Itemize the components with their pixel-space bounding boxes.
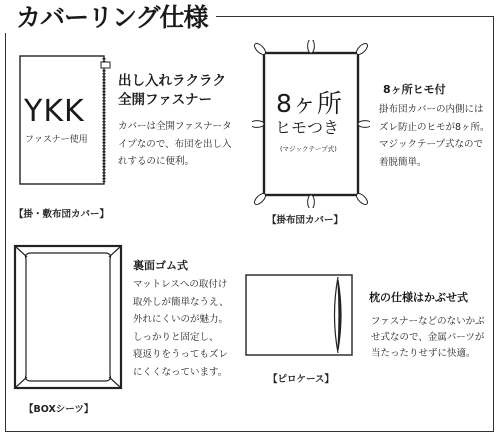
- tie-tab-icon: [253, 192, 268, 207]
- zipper-heading-line1: 出し入れラクラク: [118, 73, 226, 89]
- pillow-desc-line: 当たったりせずに快適。: [371, 348, 476, 359]
- pillowcase-illustration: [244, 272, 356, 362]
- tie-tab-icon: [308, 195, 315, 208]
- page-title: カバーリング仕様: [16, 3, 208, 32]
- ties-description: [379, 101, 490, 171]
- rubber-desc-line: 寝返りをうってもズレ: [133, 349, 229, 360]
- box-sheet-illustration: [12, 243, 126, 393]
- rubber-heading: 裏面ゴム式: [133, 259, 188, 272]
- tie-tab-icon: [355, 192, 370, 207]
- tie-tab-icon: [252, 121, 264, 128]
- pillow-desc-line: せ式なので、金属パーツが: [371, 332, 485, 343]
- zipper-desc-line: カバーは全開ファスナータ: [118, 121, 232, 132]
- zipper-heading-line2: 全開ファスナー: [118, 92, 212, 108]
- ties-desc-line: 着脱簡単。: [379, 156, 427, 168]
- zipper-description: [118, 118, 232, 171]
- pillow-description: [371, 314, 485, 362]
- title-box: [2, 3, 216, 33]
- ties-caption: 【掛布団カバー】: [267, 215, 344, 226]
- pillow-desc-line: ファスナーなどのないかぶ: [371, 316, 485, 327]
- tie-diagram-label: ヒモつき: [275, 118, 340, 137]
- pillowcase-caption: 【ピロケース】: [268, 374, 335, 385]
- zipper-desc-line: れするのに便利。: [118, 156, 195, 167]
- ties-heading: 8ヶ所ヒモ付: [383, 83, 446, 96]
- ties-desc-line: 掛布団カバーの内側には: [379, 104, 484, 115]
- zipper-caption: 【掛・敷布団カバー】: [14, 209, 110, 220]
- ykk-brand: YKK: [24, 94, 85, 129]
- zipper-desc-line: イプなので、布団を出し入: [118, 138, 232, 150]
- rubber-desc-line: 外れにくいのが魅力。: [133, 314, 229, 325]
- tie-diagram-note: (マジックテープ式): [280, 145, 337, 153]
- ties-desc-line: ズレ防止のヒモが8ヶ所。: [379, 121, 490, 133]
- rubber-desc-line: 取外しが簡単なうえ、: [133, 296, 229, 308]
- zipper-pull-icon: [101, 62, 110, 68]
- rubber-description: [133, 276, 229, 381]
- rubber-desc-line: マットレスへの取付け: [133, 279, 228, 290]
- ties-desc-line: マジックテープ式なので: [379, 139, 484, 150]
- ykk-subtitle: ファスナー使用: [25, 135, 88, 145]
- elastic-edge-line: [26, 253, 111, 381]
- box-sheet-caption: 【BOXシーツ】: [24, 404, 94, 415]
- tie-tab-icon: [308, 40, 315, 53]
- rubber-desc-line: しっかりと固定し、: [133, 331, 219, 343]
- zipper-heading: [118, 72, 226, 110]
- tie-diagram-count: 8ヶ所: [276, 89, 342, 118]
- tie-tab-icon: [355, 42, 370, 57]
- pillow-heading: 枕の仕様はかぶせ式: [369, 291, 468, 304]
- rubber-desc-line: にくくなっています。: [133, 366, 228, 378]
- tie-tab-icon: [358, 121, 370, 128]
- tie-tab-icon: [253, 42, 268, 57]
